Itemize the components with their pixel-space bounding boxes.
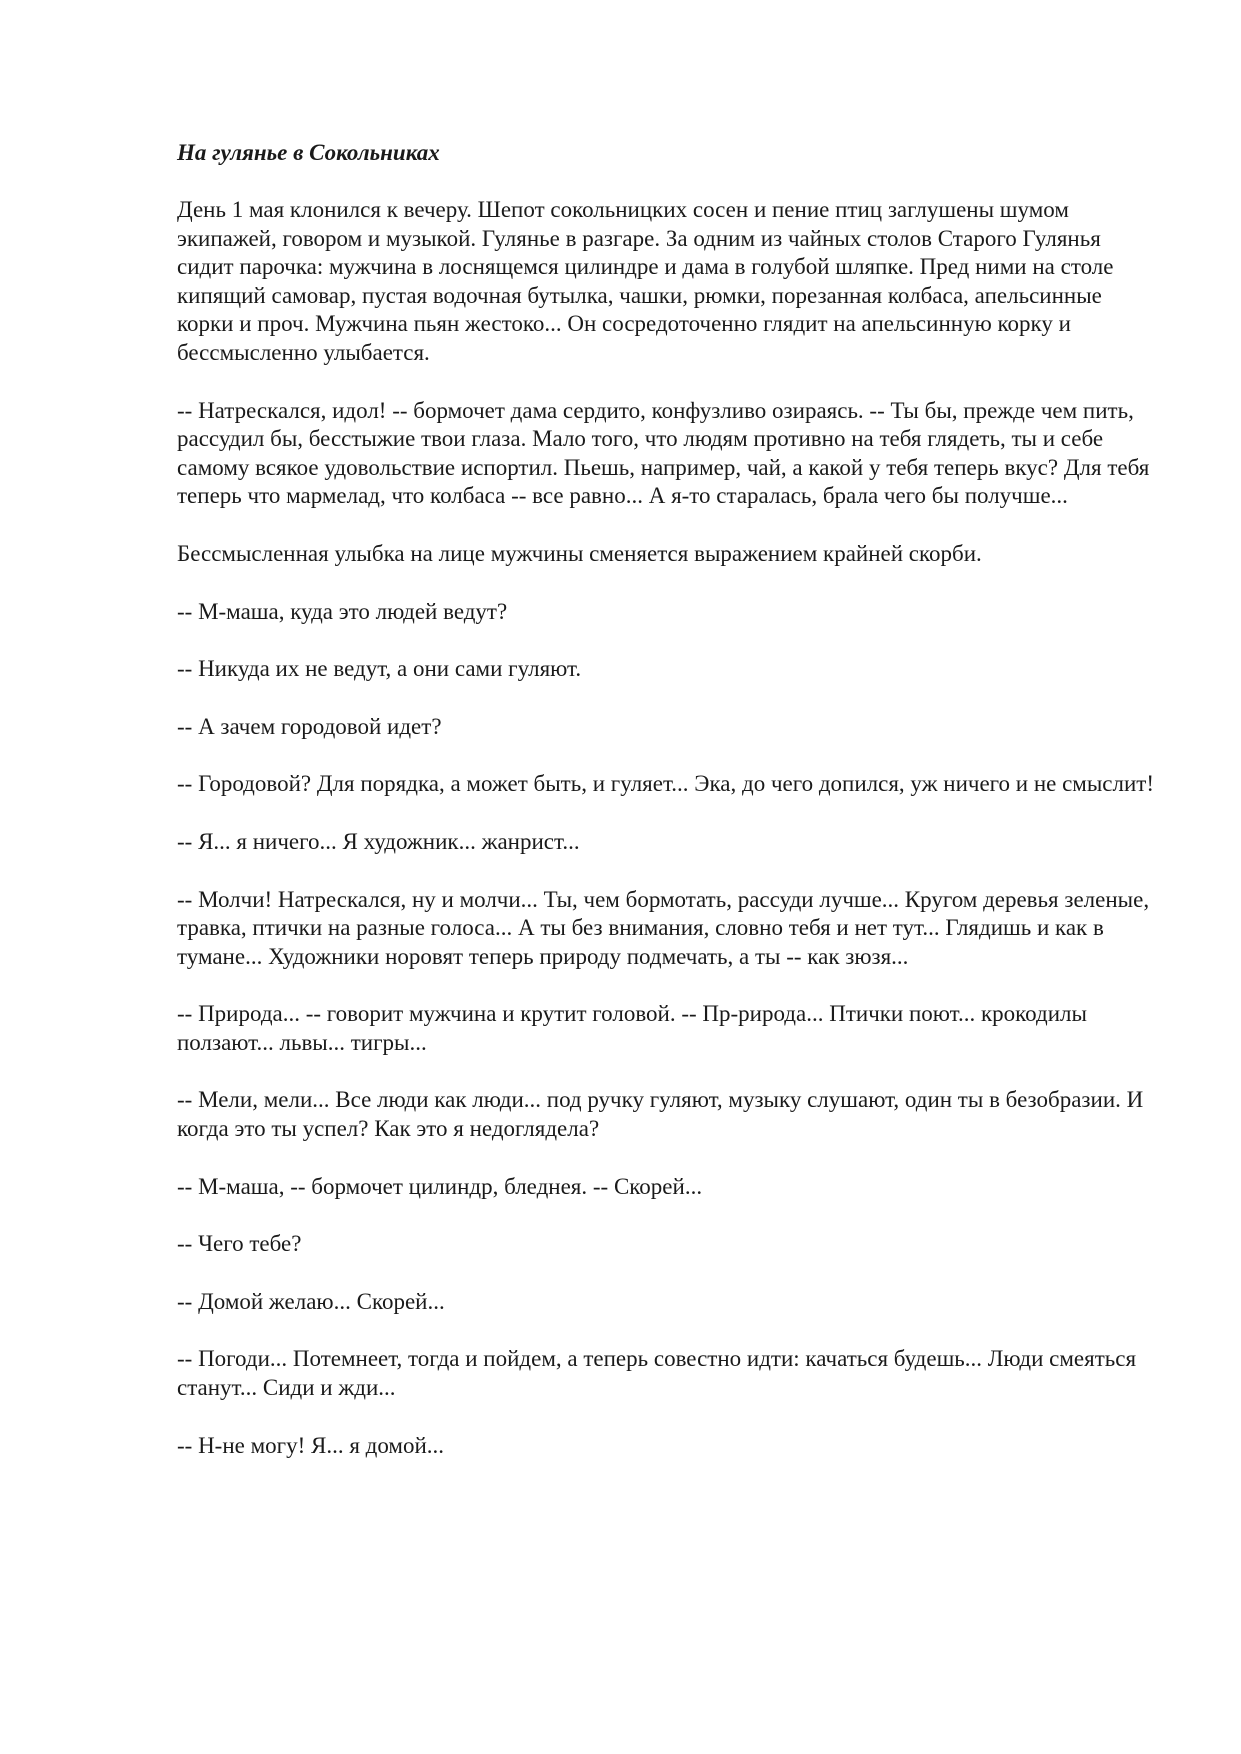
paragraph-2: -- Натрескался, идол! -- бормочет дама сердито, конфузливо озираясь. -- Ты бы, прежде чем пить, рассудил бы, бесстыжие твои глаза. Мало того, что людям противно на тебя глядеть, ты и себе самому всякое удовольствие испортил. Пьешь, например, чай, а какой у тебя теперь вкус? Для тебя теперь что мармелад, что колбаса -- все равно... А я-то старалась, брала чего бы получше... <box>177 397 1150 509</box>
paragraph-3: Бессмысленная улыбка на лице мужчины сменяется выражением крайней скорби. <box>177 540 982 566</box>
paragraph-5: -- Никуда их не ведут, а они сами гуляют. <box>177 656 582 682</box>
paragraph-16: -- Н-не могу! Я... я домой... <box>177 1432 445 1458</box>
paragraph-8: -- Я... я ничего... Я художник... жанрист... <box>177 828 580 854</box>
paragraph-10: -- Природа... -- говорит мужчина и крутит головой. -- Пр-рирода... Птички поют... крокодилы ползают... львы... тигры... <box>177 1001 1087 1055</box>
paragraph-1: День 1 мая клонился к вечеру. Шепот сокольницких сосен и пение птиц заглушены шумом экипажей, говором и музыкой. Гулянье в разгаре. За одним из чайных столов Старого Гулянья сидит парочка: мужчина в лоснящемся цилиндре и дама в голубой шляпке. Пред ними на столе кипящий самовар, пустая водочная бутылка, чашки, рюмки, порезанная колбаса, апельсинные корки и проч. Мужчина пьян жестоко... Он сосредоточенно глядит на апельсинную корку и бессмысленно улыбается. <box>177 197 1114 365</box>
paragraph-12: -- М-маша, -- бормочет цилиндр, бледнея. -- Скорей... <box>177 1173 703 1199</box>
document-page <box>177 138 1157 1489</box>
paragraph-14: -- Домой желаю... Скорей... <box>177 1288 445 1314</box>
paragraph-7: -- Городовой? Для порядка, а может быть, и гуляет... Эка, до чего допился, уж ничего и не смыслит! <box>177 771 1155 797</box>
paragraph-11: -- Мели, мели... Все люди как люди... под ручку гуляют, музыку слушают, один ты в безобразии. И когда это ты успел? Как это я недоглядела? <box>177 1087 1144 1142</box>
paragraph-15: -- Погоди... Потемнеет, тогда и пойдем, а теперь совестно идти: качаться будешь... Люди смеяться станут... Сиди и жди... <box>177 1346 1137 1401</box>
document-title: На гулянье в Сокольниках <box>177 140 440 165</box>
paragraph-9: -- Молчи! Натрескался, ну и молчи... Ты, чем бормотать, рассуди лучше... Кругом деревья зеленые, травка, птички на разные голоса... А ты без внимания, словно тебя и нет тут... Глядишь и как в тумане... Художники норовят теперь природу подмечать, а ты -- как зюзя... <box>177 886 1150 969</box>
paragraph-6: -- А зачем городовой идет? <box>177 713 442 739</box>
paragraph-13: -- Чего тебе? <box>177 1231 302 1257</box>
paragraph-4: -- М-маша, куда это людей ведут? <box>177 598 508 624</box>
